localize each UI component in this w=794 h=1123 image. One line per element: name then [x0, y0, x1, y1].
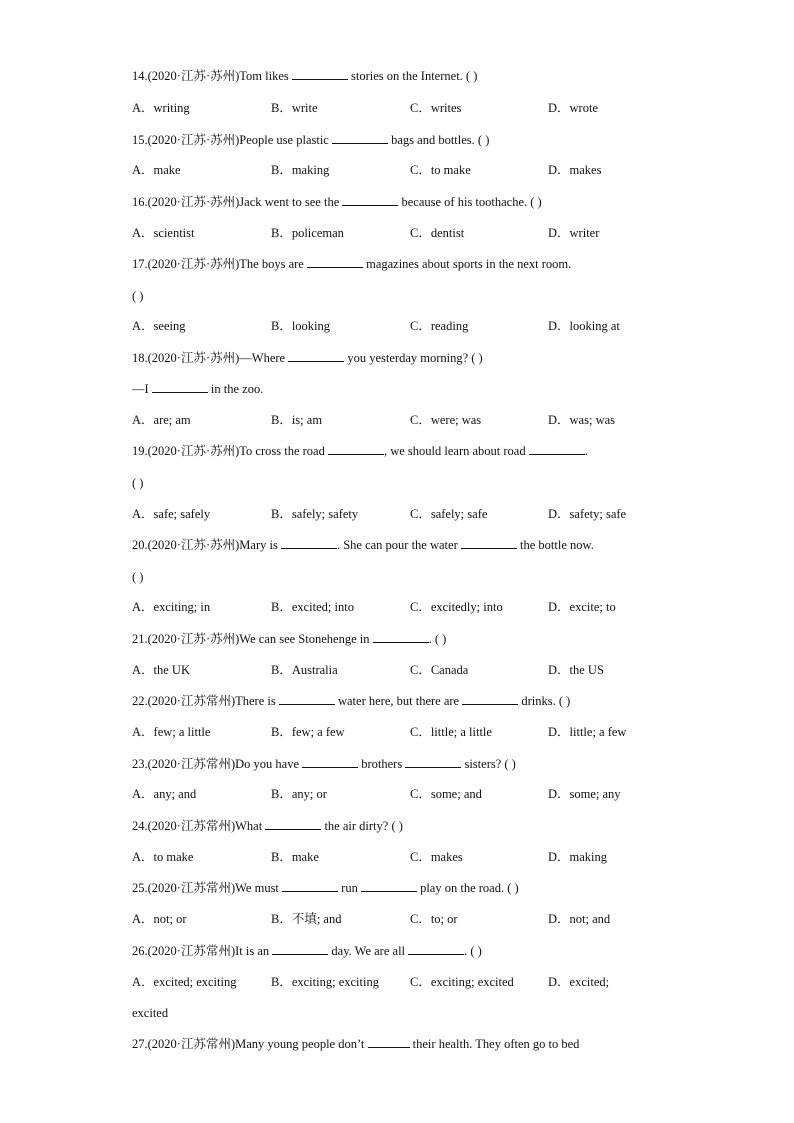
question-18-stem: 18.(2020·江苏·苏州)—Where you yesterday morning? ( ): [132, 351, 483, 365]
question-23-stem: 23.(2020·江苏常州)Do you have brothers sisters? ( ): [132, 757, 516, 771]
option-b[interactable]: B．safely; safety: [271, 507, 359, 521]
answer-blank[interactable]: [292, 68, 348, 80]
option-c[interactable]: C．were; was: [410, 413, 482, 427]
option-c[interactable]: C．reading: [410, 319, 469, 333]
option-a[interactable]: A．make: [132, 163, 181, 177]
option-a[interactable]: A．any; and: [132, 787, 197, 801]
answer-blank[interactable]: [361, 880, 417, 892]
answer-blank[interactable]: [307, 256, 363, 268]
option-b[interactable]: B．Australia: [271, 663, 338, 677]
option-b[interactable]: B．is; am: [271, 413, 323, 427]
question-26-option-d-continued: excited: [132, 1006, 169, 1020]
option-a[interactable]: A．exciting; in: [132, 600, 211, 614]
question-21-options: [132, 662, 692, 678]
answer-blank[interactable]: [405, 756, 461, 768]
answer-blank[interactable]: [332, 132, 388, 144]
option-c[interactable]: C．little; a little: [410, 725, 492, 739]
option-d[interactable]: D．was; was: [548, 413, 616, 427]
question-18-line2: —I in the zoo.: [132, 382, 264, 396]
question-24-stem: 24.(2020·江苏常州)What the air dirty? ( ): [132, 819, 403, 833]
question-15-options: [132, 162, 692, 178]
question-18-options: [132, 412, 692, 428]
question-26-stem: 26.(2020·江苏常州)It is an day. We are all . ( ): [132, 944, 482, 958]
question-19-options: [132, 506, 692, 522]
option-b[interactable]: B．excited; into: [271, 600, 354, 614]
option-d[interactable]: D．safety; safe: [548, 507, 627, 521]
answer-blank[interactable]: [272, 943, 328, 955]
option-c[interactable]: C．excitedly; into: [410, 600, 503, 614]
answer-blank[interactable]: [342, 194, 398, 206]
answer-blank[interactable]: [281, 537, 337, 549]
question-16-stem: 16.(2020·江苏·苏州)Jack went to see the because of his toothache. ( ): [132, 195, 542, 209]
question-17-stem: 17.(2020·江苏·苏州)The boys are magazines about sports in the next room.: [132, 257, 572, 271]
option-d[interactable]: D．writer: [548, 226, 600, 240]
option-d[interactable]: D．excited;: [548, 975, 610, 989]
option-d[interactable]: D．some; any: [548, 787, 621, 801]
answer-blank[interactable]: [302, 756, 358, 768]
option-a[interactable]: A．are; am: [132, 413, 191, 427]
question-26-options: [132, 974, 692, 990]
option-a[interactable]: A．writing: [132, 101, 190, 115]
option-a[interactable]: A．scientist: [132, 226, 195, 240]
option-d[interactable]: D．making: [548, 850, 608, 864]
option-b[interactable]: B．making: [271, 163, 330, 177]
option-a[interactable]: A．not; or: [132, 912, 187, 926]
question-24-options: [132, 849, 692, 865]
answer-blank[interactable]: [373, 631, 429, 643]
question-19-stem: 19.(2020·江苏·苏州)To cross the road , we should learn about road .: [132, 444, 588, 458]
option-a[interactable]: A．few; a little: [132, 725, 211, 739]
question-16-options: [132, 225, 692, 241]
question-25-options: [132, 911, 692, 927]
option-c[interactable]: C．Canada: [410, 663, 469, 677]
question-15-stem: 15.(2020·江苏·苏州)People use plastic bags and bottles. ( ): [132, 133, 490, 147]
option-d[interactable]: D．not; and: [548, 912, 611, 926]
question-14-stem: 14.(2020·江苏·苏州)Tom likes stories on the Internet. ( ): [132, 69, 478, 83]
question-22-options: [132, 724, 692, 740]
question-27-stem: 27.(2020·江苏常州)Many young people don’t their health. They often go to bed: [132, 1037, 580, 1051]
option-c[interactable]: C．dentist: [410, 226, 465, 240]
option-a[interactable]: A．to make: [132, 850, 194, 864]
answer-blank[interactable]: [461, 537, 517, 549]
answer-blank[interactable]: [368, 1036, 410, 1048]
option-c[interactable]: C．makes: [410, 850, 463, 864]
option-c[interactable]: C．safely; safe: [410, 507, 488, 521]
answer-blank[interactable]: [152, 381, 208, 393]
option-d[interactable]: D．makes: [548, 163, 602, 177]
question-20-stem: 20.(2020·江苏·苏州)Mary is . She can pour the water the bottle now.: [132, 538, 594, 552]
question-22-stem: 22.(2020·江苏常州)There is water here, but there are drinks. ( ): [132, 694, 571, 708]
option-a[interactable]: A．the UK: [132, 663, 190, 677]
option-d[interactable]: D．looking at: [548, 319, 620, 333]
answer-blank[interactable]: [282, 880, 338, 892]
option-d[interactable]: D．wrote: [548, 101, 598, 115]
question-23-options: [132, 786, 692, 802]
option-c[interactable]: C．exciting; excited: [410, 975, 514, 989]
option-c[interactable]: C．some; and: [410, 787, 482, 801]
option-c[interactable]: C．writes: [410, 101, 462, 115]
question-25-stem: 25.(2020·江苏常州)We must run play on the road. ( ): [132, 881, 519, 895]
option-b[interactable]: B．不填; and: [271, 912, 342, 926]
option-b[interactable]: B．policeman: [271, 226, 344, 240]
option-a[interactable]: A．excited; exciting: [132, 975, 237, 989]
option-b[interactable]: B．any; or: [271, 787, 327, 801]
option-b[interactable]: B．few; a few: [271, 725, 345, 739]
answer-blank[interactable]: [529, 443, 585, 455]
answer-blank[interactable]: [265, 818, 321, 830]
option-b[interactable]: B．looking: [271, 319, 331, 333]
answer-blank[interactable]: [288, 350, 344, 362]
option-b[interactable]: B．write: [271, 101, 318, 115]
answer-blank[interactable]: [408, 943, 464, 955]
option-d[interactable]: D．excite; to: [548, 600, 616, 614]
option-b[interactable]: B．make: [271, 850, 319, 864]
question-20-bracket: ( ): [132, 570, 144, 584]
question-17-bracket: ( ): [132, 289, 144, 303]
question-21-stem: 21.(2020·江苏·苏州)We can see Stonehenge in . ( ): [132, 632, 447, 646]
question-20-options: [132, 599, 692, 615]
option-c[interactable]: C．to make: [410, 163, 471, 177]
option-b[interactable]: B．exciting; exciting: [271, 975, 379, 989]
answer-blank[interactable]: [328, 443, 384, 455]
option-a[interactable]: A．safe; safely: [132, 507, 211, 521]
question-17-options: [132, 318, 692, 334]
question-14-options: [132, 100, 692, 116]
option-d[interactable]: D．little; a few: [548, 725, 627, 739]
answer-blank[interactable]: [279, 693, 335, 705]
option-d[interactable]: D．the US: [548, 663, 604, 677]
option-a[interactable]: A．seeing: [132, 319, 186, 333]
option-c[interactable]: C．to; or: [410, 912, 458, 926]
question-19-bracket: ( ): [132, 476, 144, 490]
answer-blank[interactable]: [462, 693, 518, 705]
